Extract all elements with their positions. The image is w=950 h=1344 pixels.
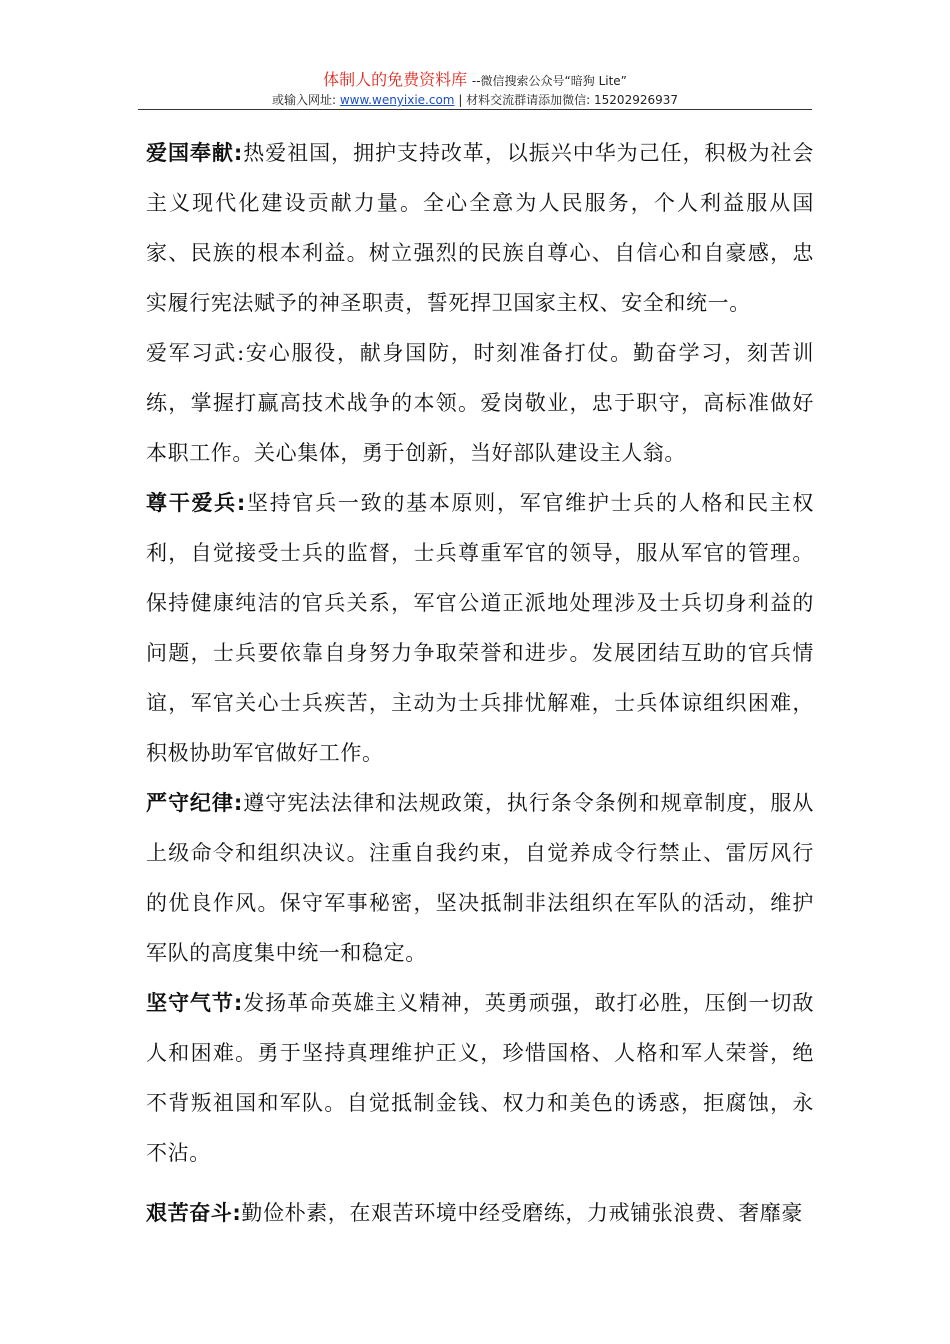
header-url-link[interactable]: www.wenyixie.com [339,93,455,107]
paragraph-yanshou-jilv [146,778,814,978]
header-wechat-note: --微信搜索公众号“暗狗 Lite” [471,74,627,88]
paragraph-text: 热爱祖国，拥护支持改革，以振兴中华为己任，积极为社会主义现代化建设贡献力量。全心全意为人民服务，个人利益服从国家、民族的根本利益。树立强烈的民族自尊心、自信心和自豪感，忠实履行宪法赋予的神圣职责，誓死捍卫国家主权、安全和统一。 [146,141,814,315]
header-brand: 体制人的免费资料库 [323,70,468,89]
header-url-prefix: 或输入网址: [271,93,340,107]
header-contact-line [138,91,812,109]
paragraph-jianshou-qijie [146,978,814,1178]
header-divider [138,109,812,110]
paragraph-term: 爱国奉献: [146,141,243,165]
document-body [146,128,814,1238]
paragraph-zungan-aibing [146,478,814,778]
paragraph-aiguo-fengxian [146,128,814,328]
paragraph-term: 尊干爱兵: [146,491,246,515]
paragraph-term: 坚守气节: [146,991,243,1015]
paragraph-jianku-fendou [146,1188,814,1238]
paragraph-text: 爱军习武:安心服役，献身国防，时刻准备打仗。勤奋学习，刻苦训练，掌握打赢高技术战争的本领。爱岗敬业，忠于职守，高标准做好本职工作。关心集体，勇于创新，当好部队建设主人翁。 [146,341,814,465]
page-header [138,70,812,109]
header-contact-suffix: | 材料交流群请添加微信: 15202926937 [454,93,679,107]
paragraph-text: 发扬革命英雄主义精神，英勇顽强，敢打必胜，压倒一切敌人和困难。勇于坚持真理维护正义，珍惜国格、人格和军人荣誉，绝不背叛祖国和军队。自觉抵制金钱、权力和美色的诱惑，拒腐蚀，永不沾。 [146,991,814,1165]
paragraph-term: 艰苦奋斗: [146,1201,242,1225]
paragraph-aijun-xiwu [146,328,814,478]
paragraph-text: 遵守宪法法律和法规政策，执行条令条例和规章制度，服从上级命令和组织决议。注重自我约束，自觉养成令行禁止、雷厉风行的优良作风。保守军事秘密，坚决抵制非法组织在军队的活动，维护军队的高度集中统一和稳定。 [146,791,814,965]
header-title-line [138,70,812,91]
paragraph-term: 严守纪律: [146,791,243,815]
paragraph-text: 坚持官兵一致的基本原则，军官维护士兵的人格和民主权利，自觉接受士兵的监督，士兵尊重军官的领导，服从军官的管理。保持健康纯洁的官兵关系，军官公道正派地处理涉及士兵切身利益的问题，士兵要依靠自身努力争取荣誉和进步。发展团结互助的官兵情谊，军官关心士兵疾苦，主动为士兵排忧解难，士兵体谅组织困难，积极协助军官做好工作。 [146,491,815,765]
paragraph-text: 勤俭朴素，在艰苦环境中经受磨练，力戒铺张浪费、奢靡豪 [241,1201,804,1225]
